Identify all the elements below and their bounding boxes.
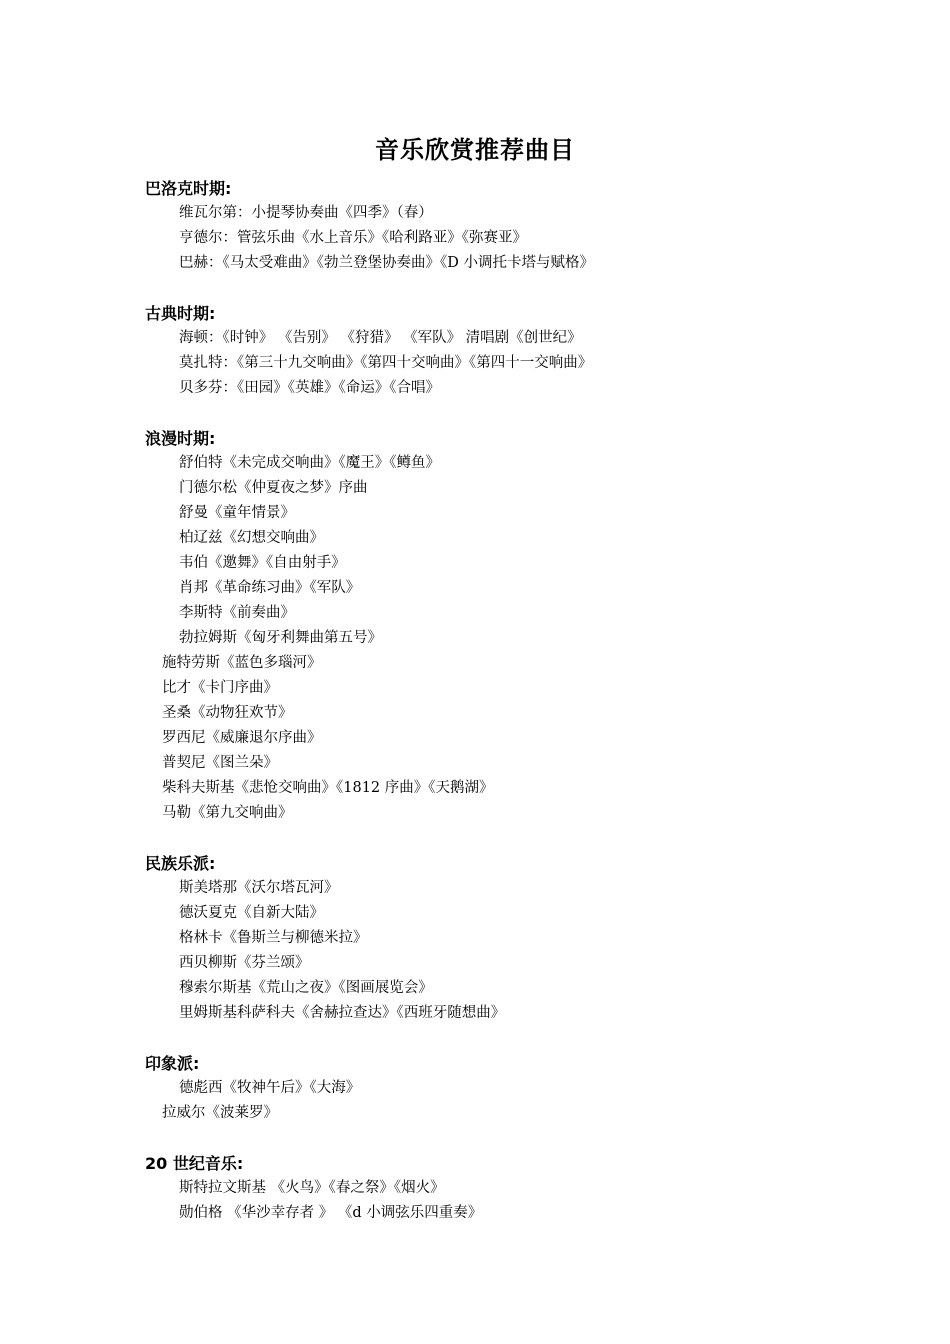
era-section	[145, 1151, 845, 1226]
repertoire-item: 西贝柳斯《芬兰颂》	[179, 955, 310, 971]
repertoire-item: 拉威尔《波莱罗》	[162, 1105, 278, 1121]
repertoire-item: 韦伯《邀舞》《自由射手》	[179, 555, 346, 571]
repertoire-item: 罗西尼《威廉退尔序曲》	[162, 730, 322, 746]
era-heading: 浪漫时期:	[145, 429, 216, 448]
repertoire-item: 亨德尔：管弦乐曲《水上音乐》《哈利路亚》《弥赛亚》	[179, 230, 527, 246]
repertoire-item: 格林卡《鲁斯兰与柳德米拉》	[179, 930, 368, 946]
repertoire-item: 海顿：《时钟》 《告别》 《狩猎》 《军队》 清唱剧《创世纪》	[179, 330, 582, 346]
repertoire-item: 马勒《第九交响曲》	[162, 805, 293, 821]
era-section	[145, 1051, 845, 1126]
repertoire-item: 巴赫：《马太受难曲》《勃兰登堡协奏曲》《D 小调托卡塔与赋格》	[179, 255, 594, 271]
document-body	[145, 176, 845, 1251]
era-heading: 巴洛克时期:	[145, 179, 232, 198]
repertoire-item: 斯美塔那《沃尔塔瓦河》	[179, 880, 339, 896]
era-heading: 民族乐派:	[145, 854, 216, 873]
repertoire-item: 舒伯特《未完成交响曲》《魔王》《鳟鱼》	[179, 455, 440, 471]
repertoire-item: 里姆斯基科萨科夫《舍赫拉查达》《西班牙随想曲》	[179, 1005, 506, 1021]
repertoire-item: 李斯特《前奏曲》	[179, 605, 295, 621]
repertoire-item: 舒曼《童年情景》	[179, 505, 295, 521]
era-heading: 古典时期:	[145, 304, 216, 323]
repertoire-item: 比才《卡门序曲》	[162, 680, 278, 696]
repertoire-item: 维瓦尔第：小提琴协奏曲《四季》（春）	[179, 205, 433, 221]
era-heading: 20 世纪音乐:	[145, 1154, 244, 1173]
repertoire-item: 贝多芬：《田园》《英雄》《命运》《合唱》	[179, 380, 440, 396]
repertoire-item: 勋伯格 《华沙幸存者 》 《d 小调弦乐四重奏》	[179, 1205, 483, 1221]
repertoire-item: 斯特拉文斯基 《火鸟》《春之祭》《烟火》	[179, 1180, 445, 1196]
repertoire-item: 普契尼《图兰朵》	[162, 755, 278, 771]
repertoire-item: 柴科夫斯基《悲怆交响曲》《1812 序曲》《天鹅湖》	[162, 780, 494, 796]
era-section	[145, 851, 845, 1026]
repertoire-item: 圣桑《动物狂欢节》	[162, 705, 293, 721]
era-section	[145, 176, 845, 276]
page-title: 音乐欣赏推荐曲目	[375, 136, 575, 164]
repertoire-item: 门德尔松《仲夏夜之梦》序曲	[179, 480, 368, 496]
repertoire-item: 德沃夏克《自新大陆》	[179, 905, 324, 921]
era-heading: 印象派:	[145, 1054, 200, 1073]
era-section	[145, 301, 845, 401]
repertoire-item: 施特劳斯《蓝色多瑙河》	[162, 655, 322, 671]
repertoire-item: 勃拉姆斯《匈牙利舞曲第五号》	[179, 630, 382, 646]
repertoire-item: 肖邦《革命练习曲》《军队》	[179, 580, 361, 596]
repertoire-item: 莫扎特：《第三十九交响曲》《第四十交响曲》《第四十一交响曲》	[179, 355, 593, 371]
era-section	[145, 426, 845, 826]
repertoire-item: 德彪西《牧神午后》《大海》	[179, 1080, 361, 1096]
repertoire-item: 穆索尔斯基《荒山之夜》《图画展览会》	[179, 980, 433, 996]
repertoire-item: 柏辽兹《幻想交响曲》	[179, 530, 324, 546]
